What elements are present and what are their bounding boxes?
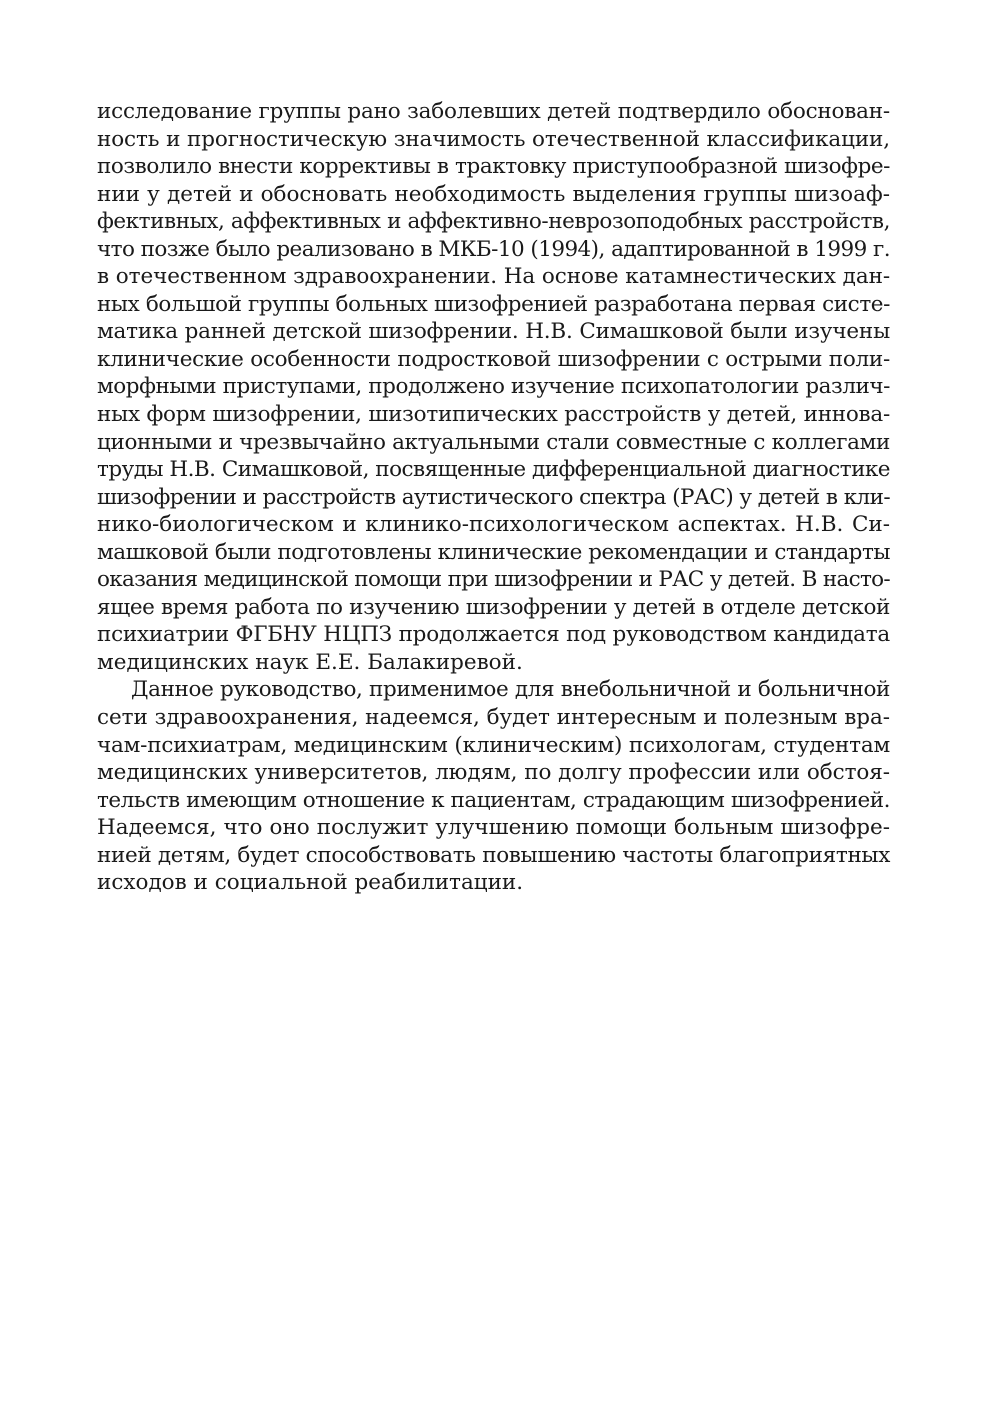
body-text [97,98,890,897]
paragraph-2 [97,676,890,896]
text-line: матика ранней детской шизофрении. Н.В. Симашковой были изучены [97,319,890,345]
text-line: ционными и чрезвычайно актуальными стали совместные с коллегами [97,429,890,455]
text-line: Данное руководство, применимое для внебольничной и больничной [131,677,890,703]
text-line: ных форм шизофрении, шизотипических расстройств у детей, иннова- [97,402,890,428]
text-line: позволило внести коррективы в трактовку приступообразной шизофре- [97,154,890,180]
text-line: психиатрии ФГБНУ НЦПЗ продолжается под руководством кандидата [97,622,890,648]
text-line: ных большой группы больных шизофренией разработана первая систе- [97,291,890,317]
text-line: медицинских университетов, людям, по долгу профессии или обстоя- [97,760,890,786]
text-line: нией детям, будет способствовать повышению частоты благоприятных [97,842,890,868]
text-line: оказания медицинской помощи при шизофрении и РАС у детей. В насто- [97,567,890,593]
text-line: сети здравоохранения, надеемся, будет интересным и полезным вра- [97,705,890,731]
text-line: ящее время работа по изучению шизофрении у детей в отделе детской [97,594,890,620]
text-line: Надеемся, что оно послужит улучшению помощи больным шизофре- [97,815,890,841]
text-line: чам-психиатрам, медицинским (клиническим) психологам, студентам [97,732,890,758]
text-line: шизофрении и расстройств аутистического спектра (РАС) у детей в кли- [97,484,890,510]
text-line: фективных, аффективных и аффективно-неврозоподобных расстройств, [97,209,890,235]
text-line: морфными приступами, продолжено изучение психопатологии различ- [97,374,890,400]
text-line: медицинских наук Е.Е. Балакиревой. [97,649,523,675]
text-line: клинические особенности подростковой шизофрении с острыми поли- [97,346,890,372]
text-line: тельств имеющим отношение к пациентам, страдающим шизофренией. [97,787,890,813]
text-line: исходов и социальной реабилитации. [97,870,524,896]
text-line: нии у детей и обосновать необходимость выделения группы шизоаф- [97,181,890,207]
text-line: ность и прогностическую значимость отечественной классификации, [97,126,890,152]
text-line: исследование группы рано заболевших детей подтвердило обоснован- [97,99,890,124]
text-line: труды Н.В. Симашковой, посвященные дифференциальной диагностике [97,457,890,483]
text-line: что позже было реализовано в МКБ-10 (1994), адаптированной в 1999 г. [97,236,890,262]
text-line: нико-биологическом и клинико-психологическом аспектах. Н.В. Си- [97,512,890,538]
paragraph-1 [97,98,890,676]
text-line: машковой были подготовлены клинические рекомендации и стандарты [97,539,890,565]
text-line: в отечественном здравоохранении. На основе катамнестических дан- [97,264,890,290]
